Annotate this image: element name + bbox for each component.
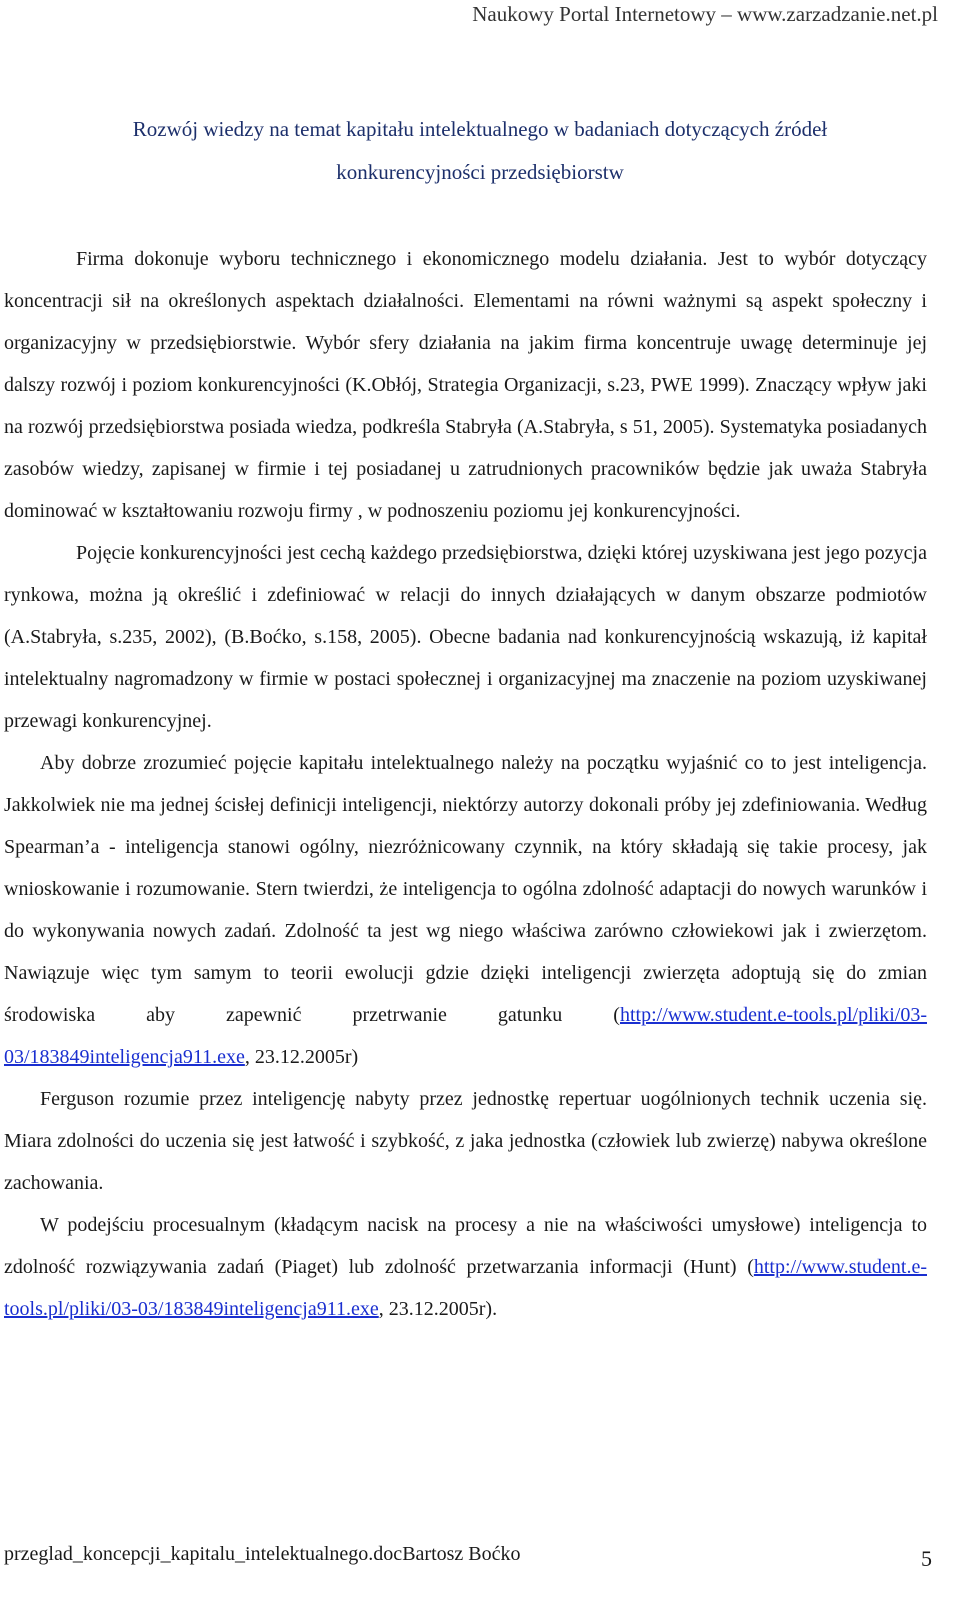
page-footer: [4, 1540, 521, 1568]
document-title-line-2: konkurencyjności przedsiębiorstw: [336, 160, 624, 184]
footer-author: Bartosz Boćko: [402, 1543, 521, 1565]
footer-filename: przeglad_koncepcji_kapitalu_intelektualnego.doc: [4, 1543, 403, 1565]
reference-link-1[interactable]: http://www.student.e-tools.pl/pliki/03-03/183849inteligencja911.exe: [4, 1004, 927, 1068]
paragraph-1: Firma dokonuje wyboru technicznego i ekonomicznego modelu działania. Jest to wybór dotyczący koncentracji sił na określonych aspektach działalności. Elementami na równi ważnymi są aspekt społeczny i organizacyjny w przedsiębiorstwie. Wybór sfery działania na jakim firma koncentruje uwagę determinuje jej dalszy rozwój i poziom konkurencyjności (K.Obłój, Strategia Organizacji, s.23, PWE 1999). Znaczący wpływ jaki na rozwój przedsiębiorstwa posiada wiedza, podkreśla Stabryła (A.Stabryła, s 51, 2005). Systematyka posiadanych zasobów wiedzy, zapisanej w firmie i tej posiadanej u zatrudnionych pracowników będzie jak uważa Stabryła dominować w kształtowaniu rozwoju firmy , w podnoszeniu poziomu jej konkurencyjności.: [4, 248, 927, 522]
paragraph-5-text: W podejściu procesualnym (kładącym nacisk na procesy a nie na właściwości umysłowe) inteligencja to zdolność rozwiązywania zadań (Piaget) lub zdolność przetwarzania informacji (Hunt) (: [4, 1214, 927, 1278]
paragraph-3: [4, 742, 927, 1078]
paragraph-2: Pojęcie konkurencyjności jest cechą każdego przedsiębiorstwa, dzięki której uzyskiwana jest jego pozycja rynkowa, można ją określić i zdefiniować w relacji do innych działających w danym obszarze podmiotów (A.Stabryła, s.235, 2002), (B.Boćko, s.158, 2005). Obecne badania nad konkurencyjnością wskazują, iż kapitał intelektualny nagromadzony w firmie w postaci społecznej i organizacyjnej ma znaczenie na poziom uzyskiwanej przewagi konkurencyjnej.: [4, 542, 927, 732]
paragraph-5-tail: , 23.12.2005r).: [378, 1298, 498, 1320]
paragraph-3-text: Aby dobrze zrozumieć pojęcie kapitału intelektualnego należy na początku wyjaśnić co to jest inteligencja. Jakkolwiek nie ma jednej ścisłej definicji inteligencji, niektórzy autorzy dokonali próby jej zdefiniowania. Według Spearman’a - inteligencja stanowi ogólny, niezróżnicowany czynnik, na który składają się takie procesy, jak wnioskowanie i rozumowanie. Stern twierdzi, że inteligencja to ogólna zdolność adaptacji do nowych warunków i do wykonywania nowych zadań. Zdolność ta jest wg niego właściwa zarówno człowiekowi jak i zwierzętom. Nawiązuje więc tym samym to teorii ewolucji gdzie dzięki inteligencji zwierzęta adoptują się do zmian środowiska aby zapewnić przetrwanie gatunku (: [4, 752, 927, 1026]
document-body: [4, 238, 927, 1330]
document-title-line-1: Rozwój wiedzy na temat kapitału intelektualnego w badaniach dotyczących źródeł: [132, 117, 828, 141]
page-number: 5: [921, 1546, 932, 1571]
paragraph-5: [4, 1204, 927, 1330]
page-header: Naukowy Portal Internetowy – www.zarzadzanie.net.pl: [472, 2, 938, 26]
paragraph-3-tail: , 23.12.2005r): [244, 1046, 359, 1068]
paragraph-4: Ferguson rozumie przez inteligencję nabyty przez jednostkę repertuar uogólnionych technik uczenia się. Miara zdolności do uczenia się jest łatwość i szybkość, z jaka jednostka (człowiek lub zwierzę) nabywa określone zachowania.: [4, 1088, 927, 1194]
reference-link-2[interactable]: http://www.student.e-tools.pl/pliki/03-03/183849inteligencja911.exe: [4, 1256, 927, 1320]
